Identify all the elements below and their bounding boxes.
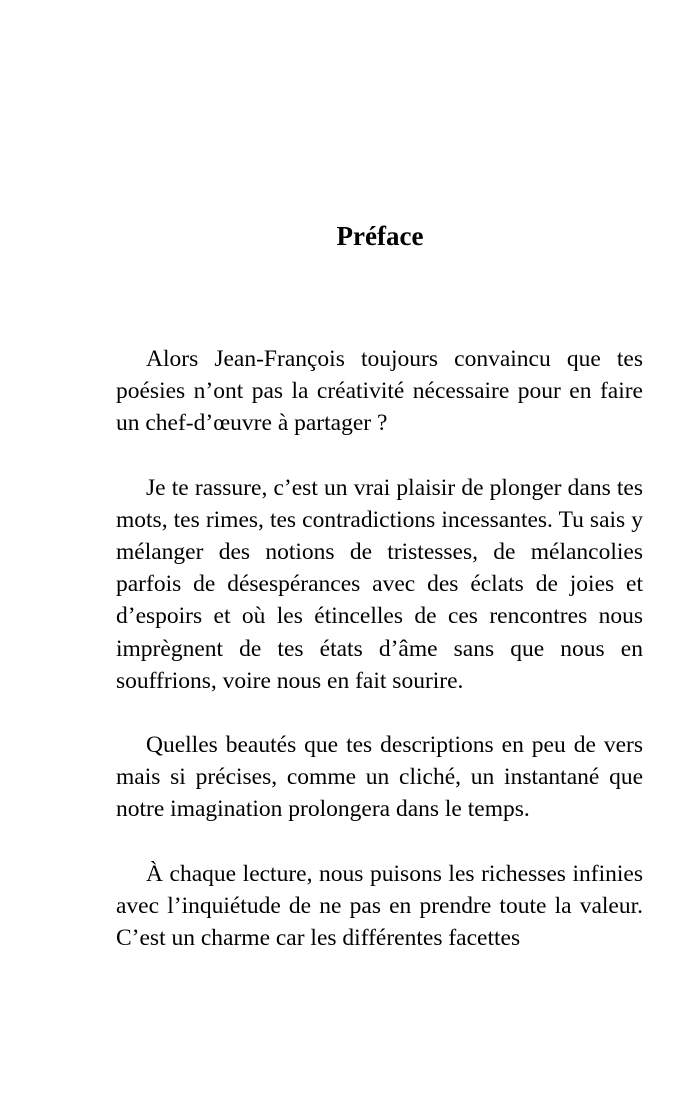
paragraph-2: Je te rassure, c’est un vrai plaisir de plonger dans tes mots, tes rimes, tes contradictions incessantes. Tu sais y mélanger des notions de tristesses, de mélancolies parfois de désespérances avec des éclats de joies et d’espoirs et où les étincelles de ces rencontres nous imprègnent de tes états d’âme sans que nous en souffrions, voire nous en fait sourire. bbox=[116, 474, 643, 694]
body-text bbox=[116, 343, 643, 986]
page-title: Préface bbox=[336, 221, 424, 251]
paragraph-3: Quelles beautés que tes descriptions en peu de vers mais si précises, comme un cliché, un instantané que notre imagination prolongera dans le temps. bbox=[116, 732, 643, 823]
paragraph-4: À chaque lecture, nous puisons les richesses infinies avec l’inquiétude de ne pas en prendre toute la valeur. C’est un charme car les différentes facettes bbox=[116, 860, 643, 952]
paragraph-1: Alors Jean-François toujours convaincu que tes poésies n’ont pas la créativité nécessaire pour en faire un chef-d’œuvre à partager ? bbox=[116, 346, 643, 437]
